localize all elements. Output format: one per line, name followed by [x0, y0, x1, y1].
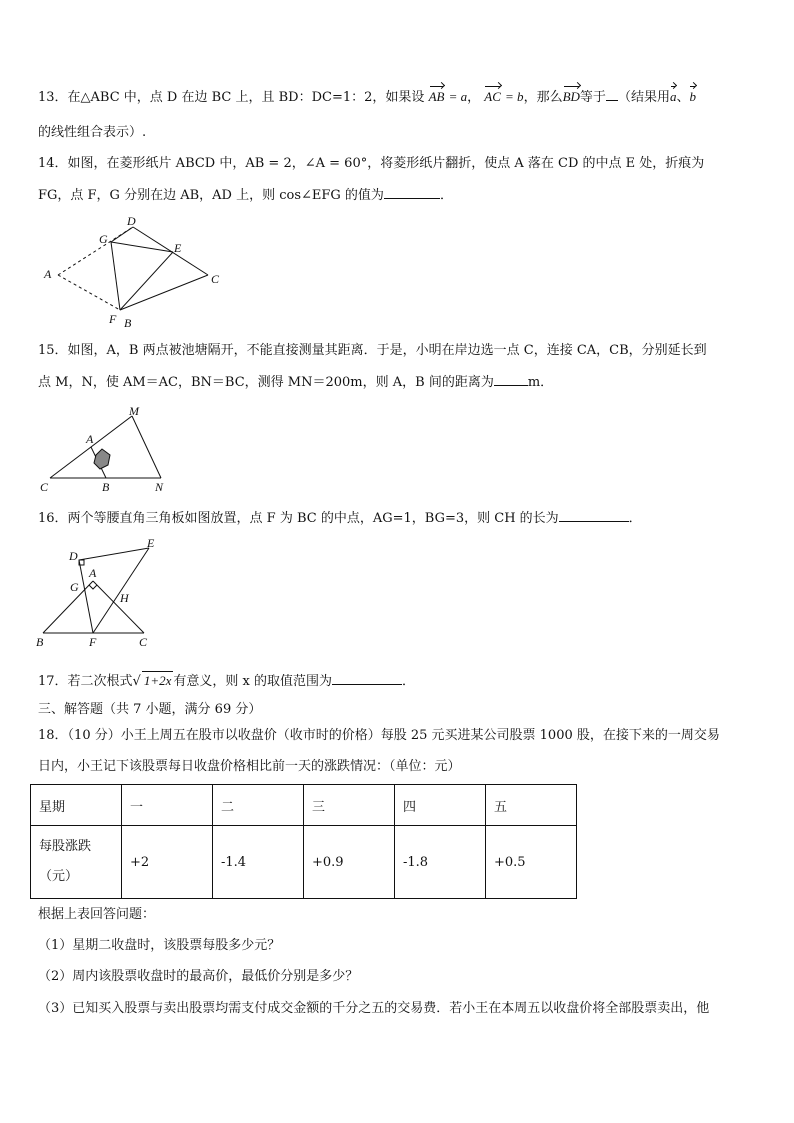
q14-label-c: C: [211, 272, 220, 286]
q14-label-f: F: [109, 312, 117, 326]
q13-line2: 的线性组合表示）.: [38, 125, 147, 140]
vector-ac: AC: [484, 89, 501, 104]
q13-text-a: 13．在△ABC 中，点 D 在边 BC 上，且 BD：DC=1：2，如果设: [38, 90, 425, 105]
q15-label-a: A: [86, 432, 94, 446]
table-row-label-1: 每股涨跌: [39, 839, 92, 854]
q14-label-e: E: [174, 241, 182, 255]
table-day-4: 四: [395, 785, 486, 826]
q18-sub1: （1）星期二收盘时，该股票每股多少元？: [38, 938, 281, 953]
q15-end: m．: [527, 375, 554, 390]
table-row-label: [31, 826, 122, 899]
table-header-label: 星期: [31, 785, 122, 826]
table-value-5: +0.5: [486, 826, 577, 899]
q17-radicand: 1+2x: [143, 673, 172, 688]
q14-edge-dc: [133, 227, 208, 275]
q14-figure: [38, 215, 228, 335]
q14-label-g: G: [99, 232, 108, 246]
q18-line1: 18．（10 分）小王上周五在股市以收盘价（收市时的价格）每股 25 元买进某公司股票 1000 股，在接下来的一周交易: [38, 728, 720, 743]
table-value-4: -1.8: [395, 826, 486, 899]
q14-end: ．: [439, 188, 453, 203]
stock-table: [30, 784, 577, 899]
table-row: [31, 826, 577, 899]
q15-line-mn: [132, 416, 161, 478]
sqrt-sign: √: [132, 674, 141, 689]
table-row: [31, 785, 577, 826]
table-row-label-2: （元）: [39, 869, 79, 884]
q14-line1: 14．如图，在菱形纸片 ABCD 中，AB = 2，∠A = 60°，将菱形纸片翻折，使点 A 落在 CD 的中点 E 处，折痕为: [38, 156, 705, 171]
vector-bd: BD: [562, 89, 580, 104]
q13-var-b: b: [689, 89, 696, 104]
q16-line1: [38, 509, 642, 528]
q14-edge-fe: [120, 252, 173, 310]
q17-mid: 有意义，则 x 的取值范围为: [173, 674, 332, 689]
q13-eq-a: = a: [448, 89, 468, 104]
q17-line: [38, 671, 415, 691]
q15-label-n: N: [155, 480, 164, 494]
q13-answer-blank: [606, 88, 618, 101]
q16-label-d: D: [69, 549, 78, 563]
q16-label-h: H: [120, 591, 129, 605]
q18-sub2: （2）周内该股票收盘时的最高价，最低价分别是多少？: [38, 969, 359, 984]
vector-ab: AB: [428, 89, 445, 104]
q14-line2: [38, 186, 453, 205]
q16-text: 16．两个等腰直角三角板如图放置，点 F 为 BC 的中点，AG=1，BG=3，则 CH 的长为: [38, 511, 559, 526]
q16-line-ab: [43, 581, 93, 633]
table-day-1: 一: [122, 785, 213, 826]
q13-text-c: 等于: [579, 90, 606, 105]
q14-edge-fg: [111, 242, 120, 310]
q16-figure: [34, 536, 164, 651]
q15-text: 点 M，N，使 AM＝AC，BN＝BC，测得 MN＝200m，则 A，B 间的距离为: [38, 375, 494, 390]
q16-label-c: C: [139, 635, 148, 649]
q13-text-d: （结果用: [617, 90, 670, 105]
q17-pre: 17．若二次根式: [38, 674, 133, 689]
q17-answer-blank: [332, 672, 402, 685]
q16-label-g: G: [70, 580, 79, 594]
section-3-heading: 三、解答题（共 7 小题，满分 69 分）: [38, 702, 262, 717]
q18-line2: 日内，小王记下该股票每日收盘价格相比前一天的涨跌情况：（单位：元）: [38, 759, 461, 774]
q16-right-angle-a: [89, 585, 97, 589]
q14-label-a: A: [44, 267, 52, 281]
q13-sep: 、: [676, 90, 690, 105]
q16-label-a: A: [89, 566, 97, 580]
table-day-5: 五: [486, 785, 577, 826]
q18-sub3: （3）已知买入股票与卖出股票均需支付成交金额的千分之五的交易费．若小王在本周五以收盘价将全部股票卖出，他: [38, 1001, 710, 1016]
table-day-3: 三: [304, 785, 395, 826]
table-value-1: +2: [122, 826, 213, 899]
q15-answer-blank: [494, 373, 528, 386]
q15-label-c: C: [40, 480, 49, 494]
table-value-2: -1.4: [213, 826, 304, 899]
q15-line1: 15．如图，A，B 两点被池塘隔开，不能直接测量其距离．于是，小明在岸边选一点 C，连接 CA，CB，分别延长到: [38, 343, 707, 358]
q13-line1: 13．在△ABC 中，点 D 在边 BC 上，且 BD：DC=1：2，如果设 AB = a， AC = b，那么BD等于 （结果用a、b: [38, 89, 696, 105]
table-day-2: 二: [213, 785, 304, 826]
q14-edge-ab: [58, 275, 120, 310]
q14-edge-bc: [120, 275, 208, 310]
q14-text: FG，点 F，G 分别在边 AB，AD 上，则 cos∠EFG 的值为: [38, 188, 384, 203]
q16-line-ac: [93, 581, 144, 633]
q14-label-b: B: [124, 316, 132, 330]
q16-label-b: B: [36, 635, 44, 649]
q16-label-e: E: [147, 536, 155, 550]
q16-line-de: [79, 548, 149, 560]
q15-label-m: M: [129, 405, 139, 418]
q16-answer-blank: [559, 509, 629, 522]
q13-var-a: a: [669, 89, 677, 104]
q15-label-b: B: [102, 480, 110, 494]
q17-end: ．: [402, 674, 416, 689]
q13-eq-b: = b: [505, 89, 524, 104]
q14-answer-blank: [384, 186, 440, 199]
q16-end: ．: [628, 511, 642, 526]
q14-label-d: D: [127, 215, 136, 228]
q16-label-f: F: [89, 635, 97, 649]
q14-edge-gd: [111, 227, 133, 242]
q15-figure: [36, 405, 176, 495]
table-value-3: +0.9: [304, 826, 395, 899]
q15-line2: [38, 373, 553, 392]
q13-text-b: ，那么: [523, 90, 563, 105]
q18-prompt: 根据上表回答问题：: [38, 907, 156, 922]
pond-shape: [94, 449, 110, 469]
